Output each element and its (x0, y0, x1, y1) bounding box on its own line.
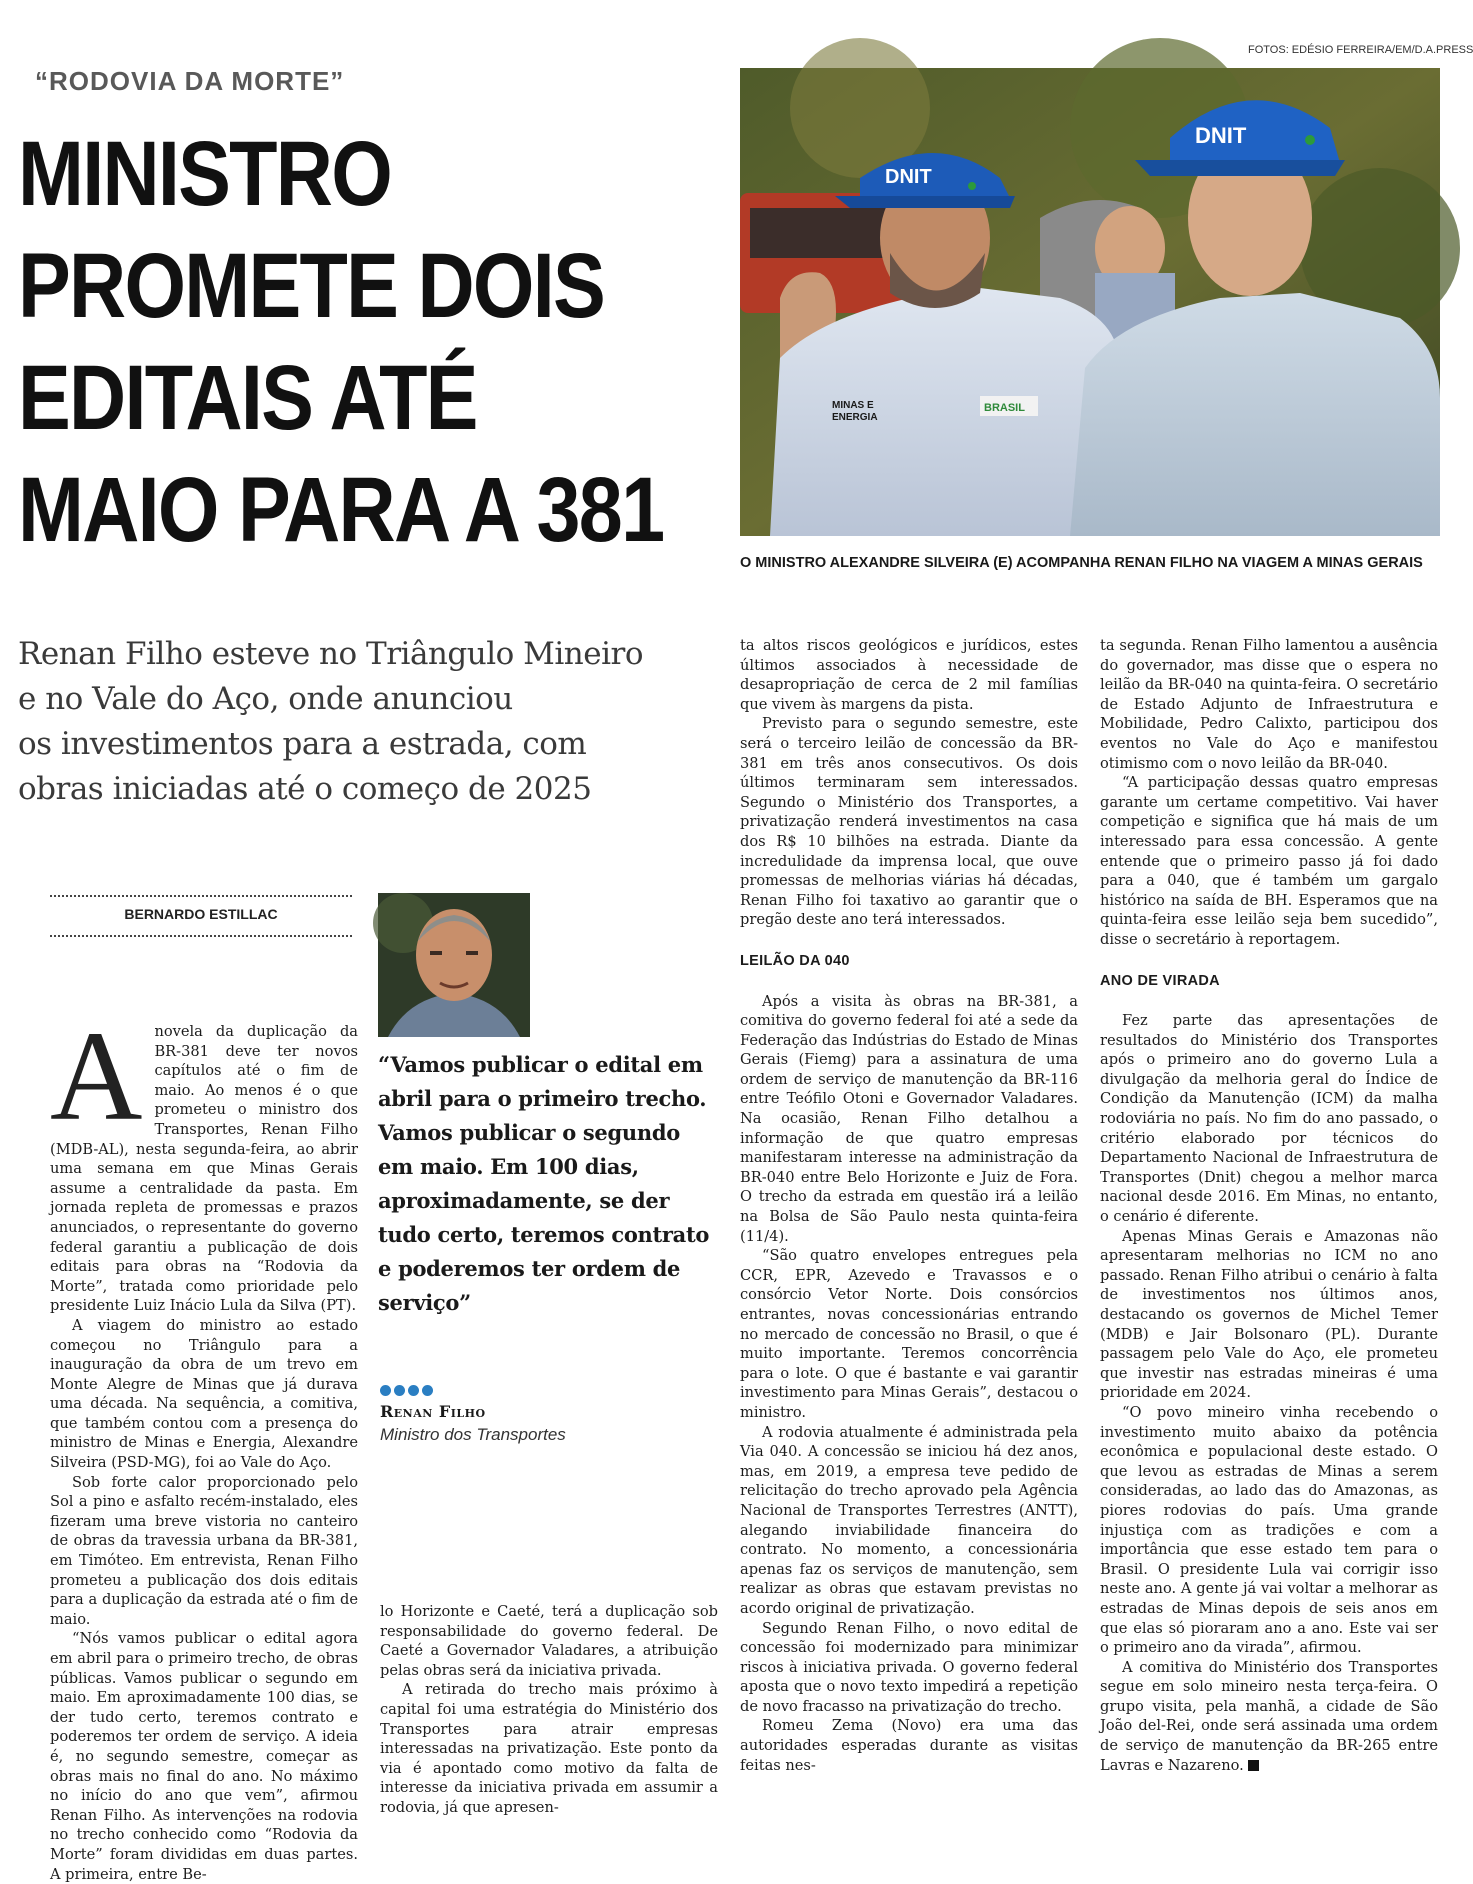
section-heading: ANO DE VIRADA (1100, 972, 1220, 989)
subhead-line: Renan Filho esteve no Triângulo Mineiro (18, 636, 643, 672)
body-paragraph: “São quatro envelopes entregues pela CCR, EPR, Azevedo e Travassos e o consórcio Vetor Norte. Dois consórcios entrantes, novas concessionárias entrando no mercado de concessão no Brasil, o que é muito importante. Teremos concorrência para o lote. O que é bastante e vai garantir investimento para Minas Gerais”, destacou o ministro. (740, 1247, 1078, 1421)
shirt-logo: BRASIL (984, 402, 1025, 414)
subhead-line: obras iniciadas até o começo de 2025 (18, 771, 592, 807)
subhead (18, 632, 718, 812)
body-paragraph: lo Horizonte e Caeté, terá a duplicação sob responsabilidade do governo federal. De Caeté a Governador Valadares, a atribuição pelas obras será da iniciativa privada. (380, 1603, 718, 1679)
body-paragraph: A rodovia atualmente é administrada pela Via 040. A concessão se iniciou há dez anos, mas, em 2019, a empresa teve pedido de relicitação do trecho aprovado pela Agência Nacional de Transportes Terrestres (ANTT), alegando inviabilidade financeira do contrato. No momento, a concessionária apenas faz os serviços de manutenção, sem realizar as obras que estavam previstas no acordo original de privatização. (740, 1423, 1078, 1617)
body-column-2 (380, 1602, 718, 1818)
quote-dot (380, 1385, 391, 1396)
quote-dot (422, 1385, 433, 1396)
quote-author-role: Ministro dos Transportes (380, 1425, 566, 1444)
headline-line: MAIO PARA A 381 (18, 459, 664, 561)
body-paragraph: ta altos riscos geológicos e jurídicos, estes últimos associados à necessidade de desapropriação de cerca de 2 mil famílias que vivem às margens da pista. (740, 637, 1078, 713)
body-paragraph: “O povo mineiro vinha recebendo o investimento muito abaixo da potência econômica e populacional deste estado. O que levou as estradas de Minas a serem consideradas, ao lado das do Amazonas, as piores rodovias do país. Uma grande injustiça com as tradições e com a importância que esse estado tem para o Brasil. O presidente Lula vai corrigir isso neste ano. A gente já vai voltar a melhorar as estradas de Minas depois de seis anos em que elas só pioraram ano a ano. Este vai ser o primeiro ano da virada”, afirmou. (1100, 1403, 1438, 1657)
portrait-illustration (378, 893, 530, 1037)
body-paragraph: Fez parte das apresentações de resultados do Ministério dos Transportes após o primeiro ano do governo Lula a divulgação da melhoria geral do Índice de Condição da Manutenção (ICM) da malha rodoviária no país. No fim do ano passado, o critério elaborado por técnicos do Departamento Nacional de Infraestrutura de Transportes (Dnit) chegou a melhor marca nacional desde 2016. Em Minas, no entanto, o cenário é diferente. (1100, 1012, 1438, 1226)
byline-divider (50, 935, 352, 937)
headline (18, 118, 664, 566)
quote-dots (380, 1385, 433, 1396)
headline-line: MINISTRO (18, 123, 392, 225)
quote-portrait (378, 893, 530, 1037)
body-paragraph: Previsto para o segundo semestre, este será o terceiro leilão de concessão da BR-381 em três anos consecutivos. Os dois últimos terminaram sem interessados. Segundo o Ministério dos Transportes, a privatização renderá investimentos na casa dos R$ 10 bilhões na estrada. Diante da incredulidade da imprensa local, que ouve promessas de melhorias viárias há décadas, Renan Filho foi taxativo ao garantir que o pregão deste ano terá interessados. (740, 715, 1078, 929)
pull-quote: “Vamos publicar o edital em abril para o primeiro trecho. Vamos publicar o segundo em maio. Em 100 dias, aproximadamente, se der tudo certo, teremos contrato e poderemos ter ordem de serviço” (378, 1052, 710, 1315)
body-paragraph: ta segunda. Renan Filho lamentou a ausência do governador, mas disse que o espera no leilão da BR-040 na quinta-feira. O secretário de Estado Adjunto de Infraestrutura e Mobilidade, Pedro Calixto, participou dos eventos no Vale do Aço e manifestou otimismo com o novo leilão da BR-040. (1100, 637, 1438, 772)
subhead-line: os investimentos para a estrada, com (18, 726, 587, 762)
main-photo-illustration (740, 68, 1440, 536)
body-paragraph-text: A comitiva do Ministério dos Transportes segue em solo mineiro nesta terça-feira. O grupo visita, pela manhã, a cidade de São João del-Rei, onde será assinada uma ordem de serviço de manutenção da BR-265 entre Lavras e Nazareno. (1100, 1658, 1438, 1774)
body-paragraph: “A participação dessas quatro empresas garante um certame competitivo. Vai haver competição e significa que há mais de um interessado para essa concessão. A gente entende que o primeiro passo já foi dado para a 040, que é também um gargalo histórico na saída de BH. Esperamos que na quinta-feira esse leilão seja bem sucedido”, disse o secretário à reportagem. (1100, 774, 1438, 948)
kicker: “RODOVIA DA MORTE” (35, 66, 345, 96)
body-paragraph-last (1100, 1658, 1438, 1776)
photo-credit: FOTOS: EDÉSIO FERREIRA/EM/D.A.PRESS (1248, 44, 1473, 56)
subhead-line: e no Vale do Aço, onde anunciou (18, 681, 513, 717)
body-paragraph: “Nós vamos publicar o edital agora em abril para o primeiro trecho, de obras públicas. Vamos publicar o segundo em maio. Em aproximadamente 100 dias, se der tudo certo, teremos contrato e poderemos ter ordem de serviço. A ideia é, no segundo semestre, começar as obras mais no final do ano. No máximo no início do ano que vem”, afirmou Renan Filho. As intervenções na rodovia no trecho conhecido como “Rodovia da Morte” foram divididas em duas partes. A primeira, entre Be- (50, 1630, 358, 1883)
cap-logo-text: DNIT (1195, 123, 1247, 148)
body-column-1 (50, 1005, 358, 1884)
byline: BERNARDO ESTILLAC (124, 906, 278, 922)
dropcap: A (50, 1005, 143, 1147)
end-mark (1248, 1760, 1259, 1771)
quote-dot (408, 1385, 419, 1396)
photo-caption: O MINISTRO ALEXANDRE SILVEIRA (E) ACOMPANHA RENAN FILHO NA VIAGEM A MINAS GERAIS (740, 555, 1423, 571)
body-paragraph: Segundo Renan Filho, o novo edital de concessão foi modernizado para minimizar riscos à iniciativa privada. O governo federal aposta que o novo texto impedirá a repetição de novo fracasso na privatização do trecho. (740, 1619, 1078, 1715)
quote-dot (394, 1385, 405, 1396)
shirt-text-line: ENERGIA (832, 412, 878, 423)
body-paragraph: Apenas Minas Gerais e Amazonas não apresentaram melhorias no ICM no ano passado. Renan Filho atribui o cenário à falta de investimentos nos últimos anos, destacando os governos de Michel Temer (MDB) e Jair Bolsonaro (PL). Durante passagem pelo Vale do Aço, ele prometeu que investir nas estradas mineiras é uma prioridade em 2024. (1100, 1227, 1438, 1402)
body-paragraph: novela da duplicação da BR-381 deve ter novos capítulos até o fim de maio. Ao menos é o que prometeu o ministro dos Transportes, Renan Filho (MDB-AL), nesta segunda-feira, ao abrir uma semana em que Minas Gerais assume a centralidade da pasta. Em jornada repleta de promessas e prazos anunciados, o representante do governo federal garantiu a publicação de dois editais para obras na “Rodovia da Morte”, tratada como prioridade pelo presidente Luiz Inácio Lula da Silva (PT). (50, 1023, 358, 1315)
shirt-text-line: MINAS E (832, 400, 874, 411)
main-photo (740, 68, 1440, 536)
section-heading: LEILÃO DA 040 (740, 952, 850, 969)
body-paragraph: Após a visita às obras na BR-381, a comitiva do governo federal foi até a sede da Federação das Indústrias do Estado de Minas Gerais (Fiemg) para a assinatura de uma ordem de serviço de manutenção da BR-116 entre Teófilo Otoni e Governador Valadares. Na ocasião, Renan Filho detalhou a informação de que quatro empresas manifestaram interesse na administração da BR-040 entre Belo Horizonte e Juiz de Fora. O trecho da estrada em questão irá a leilão na Bolsa de São Paulo nesta quinta-feira (11/4). (740, 992, 1078, 1245)
body-paragraph: Romeu Zema (Novo) era uma das autoridades esperadas durante as visitas feitas nes- (740, 1717, 1078, 1774)
headline-line: PROMETE DOIS (18, 235, 605, 337)
body-column-4 (1100, 636, 1438, 1775)
byline-divider (50, 895, 352, 897)
body-paragraph: A viagem do ministro ao estado começou no Triângulo para a inauguração da obra de um trevo em Monte Alegre de Minas que já durava uma década. Na sequência, a comitiva, que também contou com a presença do ministro de Minas e Energia, Alexandre Silveira (PSD-MG), foi ao Vale do Aço. (50, 1316, 358, 1472)
body-column-3 (740, 636, 1078, 1775)
body-paragraph: Sob forte calor proporcionado pelo Sol a pino e asfalto recém-instalado, eles fizeram uma breve vistoria no canteiro de obras da travessia urbana da BR-381, em Timóteo. Em entrevista, Renan Filho prometeu a publicação dos dois editais para a duplicação da estrada até o fim de maio. (50, 1473, 358, 1628)
body-paragraph: A retirada do trecho mais próximo à capital foi uma estratégia do Ministério dos Transportes para atrair empresas interessadas na privatização. Este ponto da via é apontado como motivo da falta de interesse da iniciativa privada em assumir a rodovia, já que apresen- (380, 1681, 718, 1816)
headline-line: EDITAIS ATÉ (18, 347, 477, 449)
cap-logo-text: DNIT (885, 166, 932, 188)
quote-author: Renan Filho (380, 1402, 486, 1421)
